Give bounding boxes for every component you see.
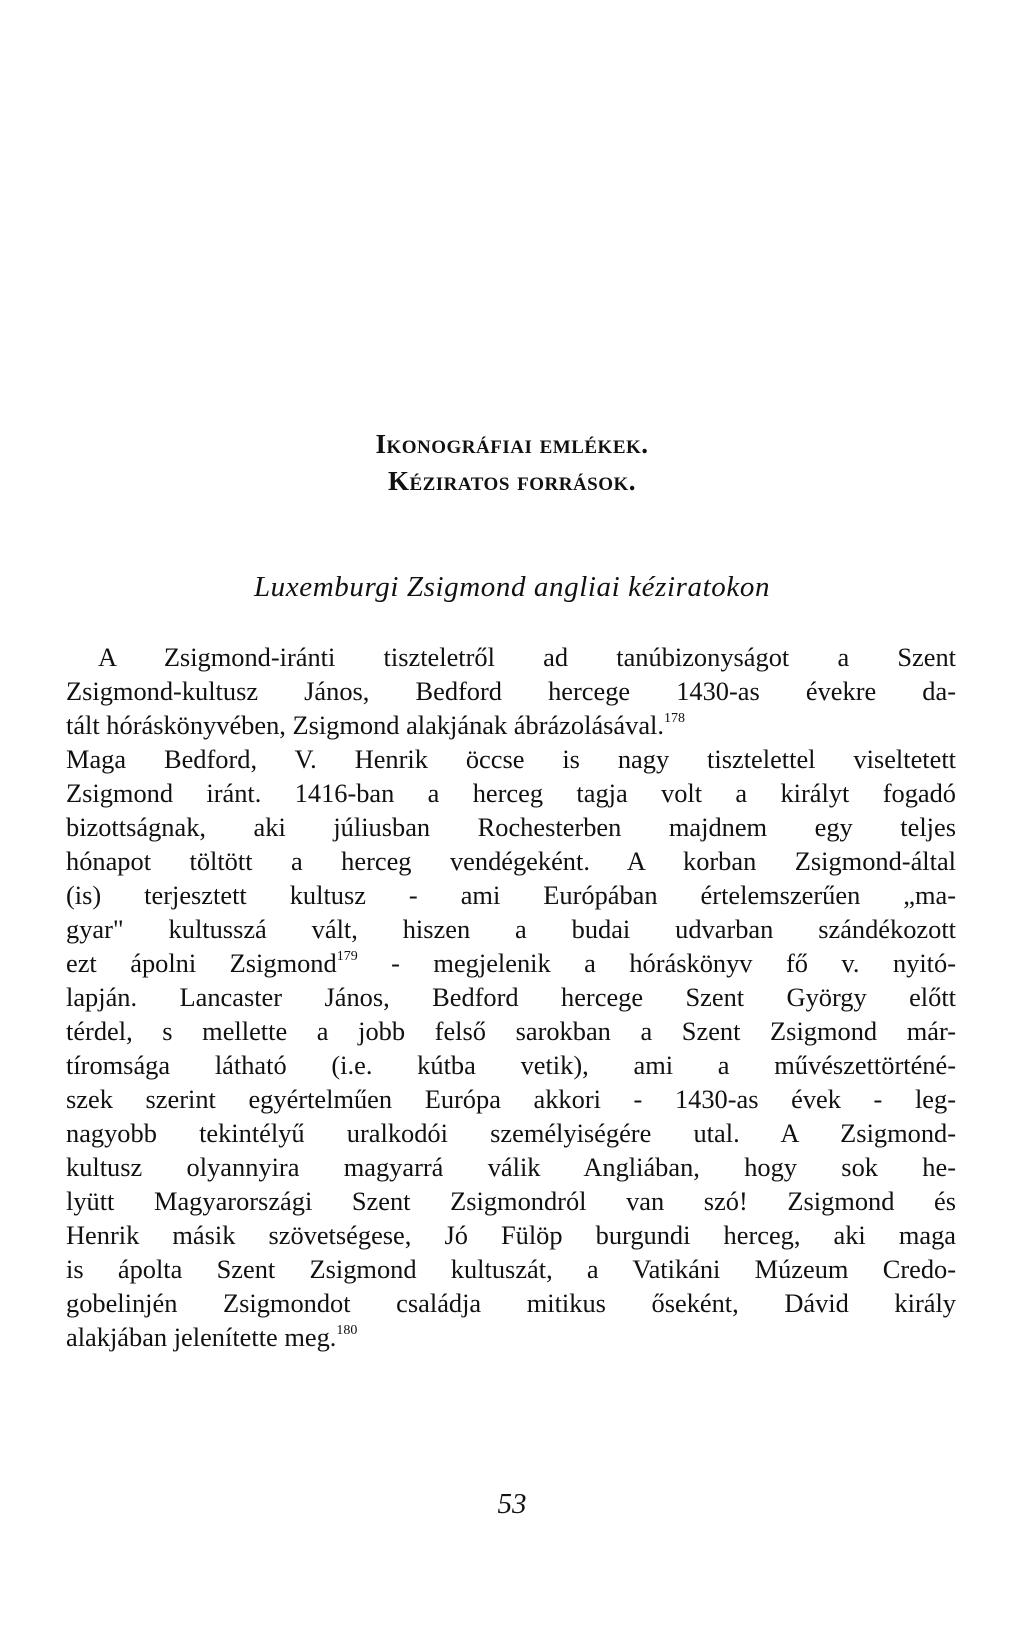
line-text: hónapot töltött a herceg vendégeként. A korban Zsigmond-által bbox=[66, 846, 956, 876]
line-text: gobelinjén Zsigmondot családja mitikus őseként, Dávid király bbox=[66, 1288, 956, 1318]
line-text: térdel, s mellette a jobb felső sarokban a Szent Zsigmond már- bbox=[66, 1016, 956, 1046]
line-text: tíromsága látható (i.e. kútba vetik), ami a művészettörténé- bbox=[66, 1050, 956, 1080]
paragraph-line bbox=[66, 844, 956, 878]
paragraph-line bbox=[66, 742, 956, 776]
line-text: alakjában jelenítette meg. bbox=[66, 1322, 337, 1352]
paragraph-line bbox=[66, 776, 956, 810]
paragraph-line bbox=[66, 1048, 956, 1082]
paragraph-line bbox=[66, 1218, 956, 1252]
paragraph-line bbox=[66, 1320, 956, 1354]
line-text: is ápolta Szent Zsigmond kultuszát, a Vatikáni Múzeum Credo- bbox=[66, 1254, 956, 1284]
line-text: lapján. Lancaster János, Bedford hercege Szent György előtt bbox=[66, 982, 956, 1012]
body-paragraph bbox=[66, 640, 956, 1354]
section-title: Luxemburgi Zsigmond angliai kéziratokon bbox=[253, 571, 771, 603]
line-text: - megjelenik a hóráskönyv fő v. nyitó- bbox=[357, 948, 956, 978]
line-text: bizottságnak, aki júliusban Rochesterben majdnem egy teljes bbox=[66, 812, 956, 842]
chapter-heading bbox=[0, 426, 1024, 500]
paragraph-line bbox=[66, 1286, 956, 1320]
paragraph-line bbox=[66, 878, 956, 912]
line-text: nagyobb tekintélyű uralkodói személyiségére utal. A Zsigmond- bbox=[66, 1118, 956, 1148]
paragraph-line bbox=[66, 674, 956, 708]
line-text: szek szerint egyértelműen Európa akkori - 1430-as évek - leg- bbox=[66, 1084, 956, 1114]
line-text: A Zsigmond-iránti tiszteletről ad tanúbizonyságot a Szent bbox=[98, 642, 956, 672]
line-text: lyütt Magyarországi Szent Zsigmondról van szó! Zsigmond és bbox=[66, 1186, 956, 1216]
paragraph-line bbox=[66, 1150, 956, 1184]
line-text: ezt ápolni Zsigmond bbox=[66, 948, 337, 978]
line-text: Maga Bedford, V. Henrik öccse is nagy tisztelettel viseltetett bbox=[66, 744, 956, 774]
line-text: Zsigmond iránt. 1416-ban a herceg tagja volt a királyt fogadó bbox=[66, 778, 956, 808]
paragraph-line bbox=[66, 708, 956, 742]
paragraph-line bbox=[66, 1014, 956, 1048]
paragraph-line bbox=[66, 1252, 956, 1286]
footnote-marker: 178 bbox=[663, 711, 685, 727]
paragraph-line bbox=[66, 946, 956, 980]
line-text: Zsigmond-kultusz János, Bedford hercege 1430-as évekre da- bbox=[66, 676, 956, 706]
paragraph-line bbox=[66, 810, 956, 844]
chapter-heading-line-1: Ikonográfiai emlékek. bbox=[375, 429, 649, 459]
line-text: tált hóráskönyvében, Zsigmond alakjának ábrázolásával. bbox=[66, 710, 664, 740]
paragraph-line bbox=[66, 980, 956, 1014]
paragraph-line bbox=[66, 1184, 956, 1218]
paragraph-line bbox=[66, 1082, 956, 1116]
paragraph-line bbox=[66, 640, 956, 674]
footnote-marker: 179 bbox=[336, 949, 358, 965]
page-number: 53 bbox=[497, 1488, 527, 1520]
chapter-heading-line-2: Kéziratos források. bbox=[387, 466, 637, 496]
footnote-marker: 180 bbox=[336, 1323, 358, 1339]
line-text: Henrik másik szövetségese, Jó Fülöp burgundi herceg, aki maga bbox=[66, 1220, 956, 1250]
paragraph-line bbox=[66, 912, 956, 946]
line-text: (is) terjesztett kultusz - ami Európában értelemszerűen „ma- bbox=[66, 880, 956, 910]
paragraph-line bbox=[66, 1116, 956, 1150]
line-text: kultusz olyannyira magyarrá válik Angliában, hogy sok he- bbox=[66, 1152, 956, 1182]
line-text: gyar" kultusszá vált, hiszen a budai udvarban szándékozott bbox=[66, 914, 956, 944]
